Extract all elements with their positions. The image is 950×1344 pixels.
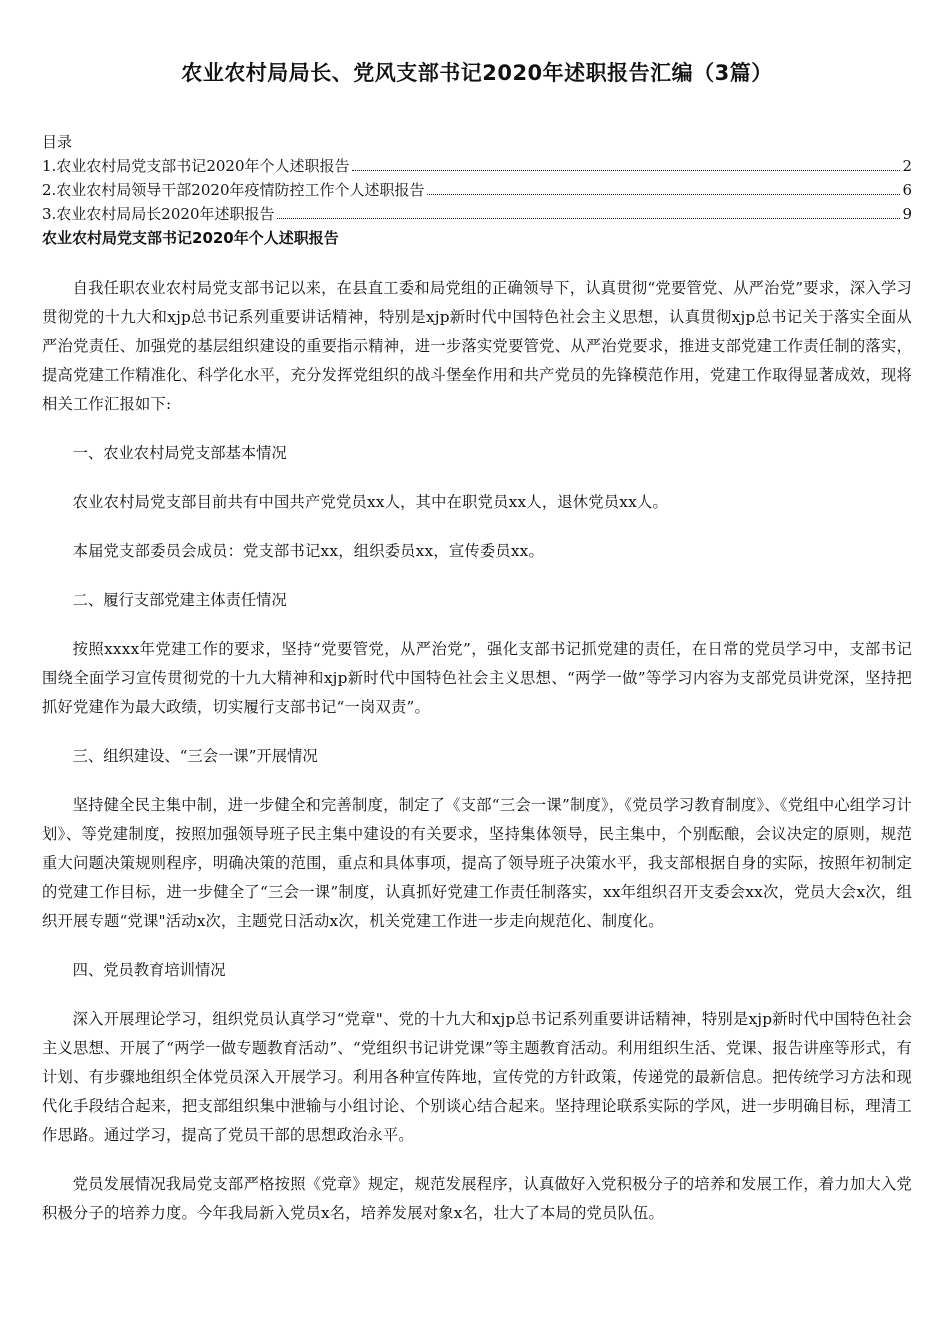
toc-leader-dots [427,193,901,195]
toc-item-text: 3.农业农村局局长2020年述职报告 [42,205,275,223]
toc-item-text: 2.农业农村局领导干部2020年疫情防控工作个人述职报告 [42,181,425,199]
document-title: 农业农村局局长、党风支部书记2020年述职报告汇编（3篇） [181,61,773,85]
body-paragraph: 本届党支部委员会成员：党支部书记xx，组织委员xx，宣传委员xx。 [72,542,544,560]
toc-item-page: 9 [902,205,912,223]
subsection-heading: 一、农业农村局党支部基本情况 [72,444,287,462]
table-of-contents [42,130,912,226]
toc-list [42,154,912,226]
body-paragraph: 坚持健全民主集中制，进一步健全和完善制度，制定了《支部“三会一课”制度》，《党员学习教育制度》、《党组中心组学习计划》、等党建制度，按照加强领导班子民主集中建设的有关要求，坚持集体领导，民主集中，个别酝酿，会议决定的原则，规范重大问题决策规则程序，明确决策的范围，重点和具体事项，提高了领导班子决策水平，我支部根据自身的实际，按照年初制定的党建工作目标，进一步健全了“三会一课”制度，认真抓好党建工作责任制落实，xx年组织召开支委会xx次，党员大会x次，组织开展专题“党课"活动x次，主题党日活动x次，机关党建工作进一步走向规范化、制度化。 [42,796,912,930]
subsection-heading: 四、党员教育培训情况 [72,961,226,979]
toc-item-page: 6 [902,181,912,199]
body-paragraph: 农业农村局党支部目前共有中国共产党党员xx人，其中在职党员xx人，退休党员xx人。 [72,493,668,511]
subsection-heading: 三、组织建设、“三会一课”开展情况 [72,747,318,765]
toc-item[interactable] [42,178,912,202]
toc-item-page: 2 [902,157,912,175]
toc-item-text: 1.农业农村局党支部书记2020年个人述职报告 [42,157,350,175]
toc-leader-dots [352,169,901,171]
section-title: 农业农村局党支部书记2020年个人述职报告 [42,229,339,247]
toc-item[interactable] [42,202,912,226]
body-paragraph: 按照xxxx年党建工作的要求，坚持“党要管党，从严治党”，强化支部书记抓党建的责任，在日常的党员学习中，支部书记围绕全面学习宣传贯彻党的十九大精神和xjp新时代中国特色社会主义思想、“两学一做”等学习内容为支部党员讲党深，坚持把抓好党建作为最大政绩，切实履行支部书记“一岗双责”。 [42,640,912,716]
toc-leader-dots [277,217,901,219]
body-paragraph: 党员发展情况我局党支部严格按照《党章》规定，规范发展程序，认真做好入党积极分子的培养和发展工作，着力加大入党积极分子的培养力度。今年我局新入党员x名，培养发展对象x名，壮大了本局的党员队伍。 [42,1175,912,1222]
toc-heading: 目录 [42,133,73,151]
subsection-heading: 二、履行支部党建主体责任情况 [72,591,287,609]
body-paragraph: 自我任职农业农村局党支部书记以来，在县直工委和局党组的正确领导下，认真贯彻“党要管党、从严治党”要求，深入学习贯彻党的十九大和xjp总书记系列重要讲话精神，特别是xjp新时代中国特色社会主义思想，认真贯彻xjp总书记关于落实全面从严治党责任、加强党的基层组织建设的重要指示精神，进一步落实党要管党、从严治党要求，推进支部党建工作责任制的落实，提高党建工作精准化、科学化水平，充分发挥党组织的战斗堡垒作用和共产党员的先锋模范作用，党建工作取得显著成效，现将相关工作汇报如下: [42,279,912,413]
toc-item[interactable] [42,154,912,178]
body-paragraph: 深入开展理论学习，组织党员认真学习“党章"、党的十九大和xjp总书记系列重要讲话精神，特别是xjp新时代中国特色社会主义思想、开展了“两学一做专题教育活动”、“党组织书记讲党课”等主题教育活动。利用组织生活、党课、报告讲座等形式，有计划、有步骤地组织全体党员深入开展学习。利用各种宣传阵地，宣传党的方针政策，传递党的最新信息。把传统学习方法和现代化手段结合起来，把支部组织集中泄输与小组讨论、个别谈心结合起来。坚持理论联系实际的学风，进一步明确目标，理清工作思路。通过学习，提高了党员干部的思想政治永平。 [42,1010,912,1144]
